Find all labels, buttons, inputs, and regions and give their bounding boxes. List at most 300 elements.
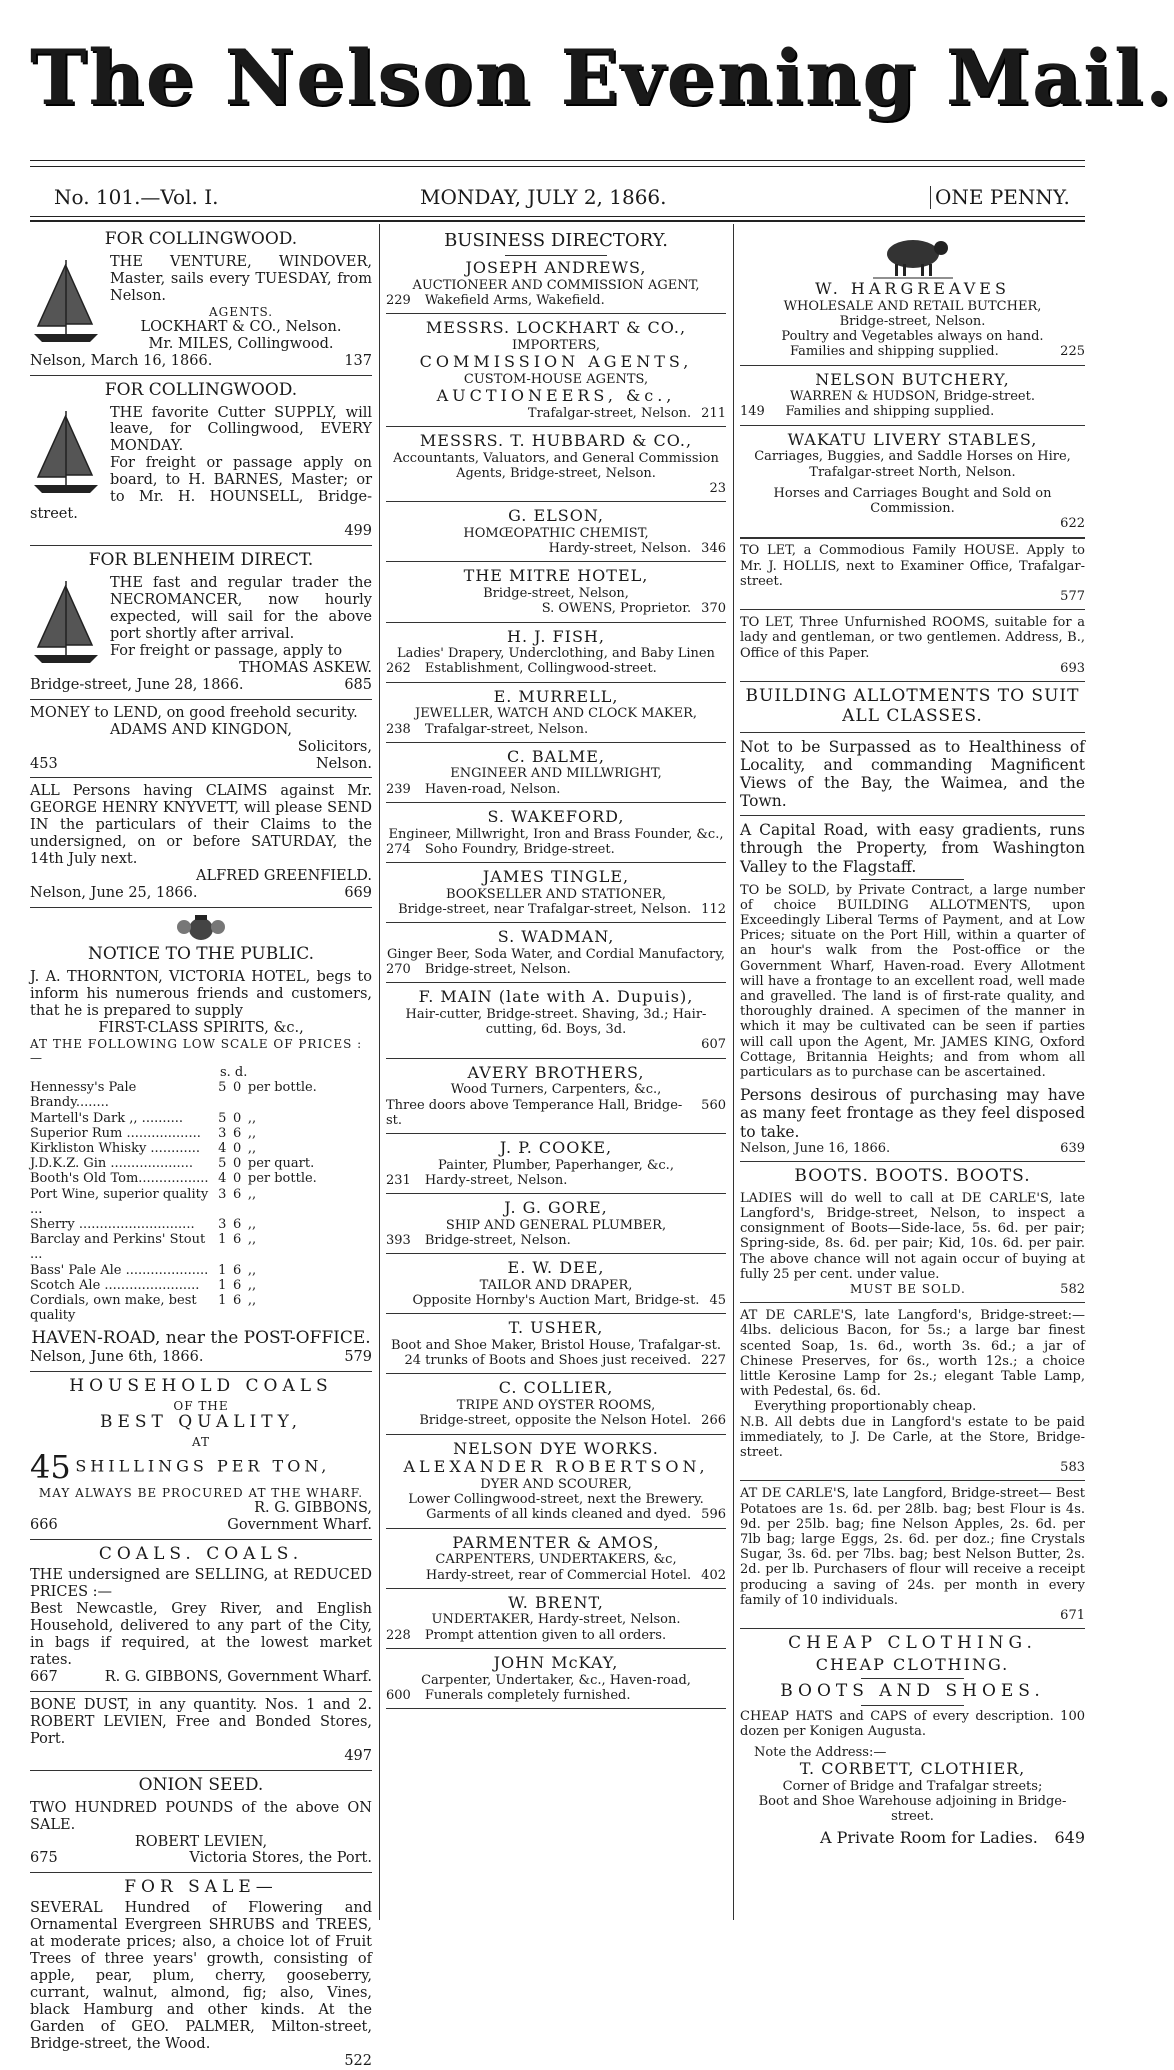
directory-entry-address: Prompt attention given to all orders. bbox=[424, 1627, 667, 1643]
directory-entry-name: W. BRENT, bbox=[508, 1592, 604, 1612]
directory-entry-footer bbox=[386, 1173, 726, 1188]
separator bbox=[386, 1253, 726, 1254]
ad-claims bbox=[30, 783, 372, 902]
ad-money-to-lend bbox=[30, 705, 372, 773]
directory-entry-number: 45 bbox=[709, 1293, 726, 1309]
directory-entry-number: 600 bbox=[386, 1687, 411, 1703]
issue-number: No. 101.—Vol. I. bbox=[54, 185, 219, 209]
column-rule-2 bbox=[733, 224, 734, 1920]
directory-entry-footer bbox=[386, 1098, 726, 1128]
directory-entry-line: Boot and Shoe Maker, Bristol House, Trafalgar-st. bbox=[391, 1338, 721, 1354]
directory-entry bbox=[386, 628, 726, 677]
ad-heading: CHEAP CLOTHING. bbox=[788, 1633, 1037, 1654]
ad-text: Everything proportionably cheap. bbox=[754, 1399, 977, 1415]
ad-ship-necromancer bbox=[30, 551, 372, 694]
price-d: 0 bbox=[232, 1110, 242, 1126]
directory-entry-footer bbox=[386, 661, 726, 676]
ad-text: Boot and Shoe Warehouse adjoining in Bridge-street. bbox=[758, 1794, 1067, 1825]
separator bbox=[386, 561, 726, 562]
ad-place: Victoria Stores, the Port. bbox=[189, 1850, 372, 1867]
directory-entry-name: PARMENTER & AMOS, bbox=[452, 1532, 660, 1552]
sheep-icon bbox=[873, 230, 953, 280]
price-row bbox=[30, 1126, 372, 1141]
column-rule-1 bbox=[379, 224, 380, 1920]
directory-entry-line: TAILOR AND DRAPER, bbox=[479, 1277, 633, 1293]
ad-body: TO LET, Three Unfurnished ROOMS, suitable for a lady and gentleman, or two gentlemen. Address, B., Office of this Paper. bbox=[740, 615, 1085, 661]
ad-heading: CHEAP CLOTHING. bbox=[815, 1655, 1010, 1675]
ad-heading: WAKATU LIVERY STABLES, bbox=[787, 429, 1038, 449]
directory-entry-footer bbox=[386, 1507, 726, 1522]
ad-body: THE fast and regular trader the NECROMANCER, now hourly expected, will sail for the above port shortly after arrival. bbox=[110, 575, 372, 642]
ad-number: 671 bbox=[1060, 1608, 1085, 1624]
directory-entry bbox=[386, 928, 726, 977]
directory-entry bbox=[386, 748, 726, 797]
price-d: 6 bbox=[232, 1292, 242, 1308]
ad-notice-public bbox=[30, 913, 372, 1366]
directory-entry bbox=[386, 988, 726, 1052]
ad-number: 693 bbox=[1060, 660, 1085, 676]
directory-entry bbox=[386, 507, 726, 556]
price-unit: ,, bbox=[247, 1186, 257, 1202]
ad-text: AT bbox=[191, 1434, 210, 1449]
directory-entry-line: Hair-cutter, Bridge-street. Shaving, 3d.; Hair-cutting, 6d. Boys, 3d. bbox=[405, 1006, 707, 1038]
separator bbox=[386, 1058, 726, 1059]
ad-number: 685 bbox=[344, 676, 372, 693]
ad-text: Trafalgar-street North, Nelson. bbox=[809, 464, 1016, 480]
separator bbox=[740, 815, 1085, 816]
separator bbox=[386, 1373, 726, 1374]
directory-entry-address: Garments of all kinds cleaned and dyed. bbox=[426, 1507, 692, 1523]
directory-entry-number: 23 bbox=[709, 481, 726, 497]
ad-text: MAY ALWAYS BE PROCURED AT THE WHARF. bbox=[38, 1486, 364, 1501]
separator bbox=[386, 862, 726, 863]
newspaper-title: The Nelson Evening Mail. bbox=[30, 33, 1174, 122]
directory-entry-line: HOMŒOPATHIC CHEMIST, bbox=[463, 525, 649, 541]
directory-entry-name: JOHN McKAY, bbox=[493, 1652, 619, 1672]
ad-number: 225 bbox=[1060, 344, 1085, 360]
directory-entry-footer bbox=[386, 1037, 726, 1052]
directory-entry-address: Opposite Hornby's Auction Mart, Bridge-st. bbox=[412, 1293, 700, 1309]
price-row bbox=[30, 1232, 372, 1262]
directory-entry-number: 270 bbox=[386, 962, 411, 978]
ad-text: WARREN & HUDSON, Bridge-street. bbox=[790, 389, 1035, 405]
ad-heading: W. HARGREAVES bbox=[815, 279, 1010, 298]
ad-subheading: FIRST-CLASS SPIRITS, &c., bbox=[98, 1019, 304, 1036]
directory-entry-name: C. BALME, bbox=[507, 746, 605, 766]
price-d: 6 bbox=[232, 1186, 242, 1202]
price-row bbox=[30, 1080, 372, 1110]
business-directory-list bbox=[386, 259, 726, 1709]
ad-body: SEVERAL Hundred of Flowering and Ornamental Evergreen SHRUBS and TREES, at moderate prices; also, a choice lot of Fruit Trees of three years' growth, consisting of apple, pear, plum, cherry, gooseberry, currant, walnut, almond, fig; also, Vines, black Hamburg and other kinds. At the Garden of GEO. PALMER, Milton-street, Bridge-street, the Wood. bbox=[30, 1900, 372, 2052]
ad-ship-supply bbox=[30, 381, 372, 541]
price-row bbox=[30, 1263, 372, 1278]
directory-entry-address: Trafalgar-street, Nelson. bbox=[527, 405, 692, 421]
price-table bbox=[30, 1080, 372, 1323]
ad-number: 666 bbox=[30, 1517, 58, 1534]
directory-entry-line: JEWELLER, WATCH AND CLOCK MAKER, bbox=[414, 706, 697, 722]
directory-entry-name: THE MITRE HOTEL, bbox=[463, 566, 649, 586]
directory-entry bbox=[386, 688, 726, 737]
business-directory-heading: BUSINESS DIRECTORY. bbox=[444, 230, 668, 251]
directory-entry-line: Ginger Beer, Soda Water, and Cordial Manufactory, bbox=[387, 946, 725, 962]
separator bbox=[740, 732, 1085, 733]
directory-entry bbox=[386, 1259, 726, 1308]
directory-entry-number: 211 bbox=[701, 405, 726, 421]
directory-entry-address: Hardy-street, Nelson. bbox=[548, 541, 692, 557]
ad-body: ALL Persons having CLAIMS against Mr. GEORGE HENRY KNYVETT, will please SEND IN the particulars of their Claims to the undersigned, on or before SATURDAY, the 14th July next. bbox=[30, 783, 372, 868]
separator bbox=[386, 1313, 726, 1314]
ad-number: 675 bbox=[30, 1850, 58, 1867]
separator bbox=[30, 907, 372, 908]
ad-date: Nelson, June 25, 1866. bbox=[30, 885, 198, 902]
ad-place: Government Wharf. bbox=[227, 1517, 372, 1534]
ad-signature: THOMAS ASKEW. bbox=[239, 659, 372, 676]
ad-body: TO be SOLD, by Private Contract, a large number of choice BUILDING ALLOTMENTS, upon Exceedingly Liberal Terms of Payment, and at Low Prices; situate on the Port Hill, within a quarter of an hour's walk from the Post-office or the Government Wharf, Haven-road. Every Allotment will have a frontage to an excellent road, well made and gravelled. The land is of first-rate quality, and thoroughly drained. A specimen of the manner in which it may be cultivated can be seen if parties will call upon the Agent, Mr. JAMES KING, Oxford Cottage, Britannia Heights; and from whom all particulars as to purchase can be ascertained. bbox=[740, 882, 1085, 1081]
directory-entry-line: Bridge-street, Nelson, bbox=[483, 586, 629, 602]
ad-heading: BOOTS AND SHOES. bbox=[780, 1680, 1045, 1701]
directory-entry-line: Accountants, Valuators, and General Commission Agents, Bridge-street, Nelson. bbox=[393, 450, 719, 481]
separator bbox=[861, 1678, 965, 1679]
ad-to-let-house bbox=[740, 543, 1085, 604]
separator bbox=[740, 1480, 1085, 1481]
ad-number: 137 bbox=[344, 352, 372, 369]
issue-price: ONE PENNY. bbox=[930, 186, 1070, 209]
directory-entry bbox=[386, 1534, 726, 1583]
directory-entry-number: 112 bbox=[701, 901, 726, 917]
ad-text: N.B. All debts due in Langford's estate to be paid immediately, to J. De Carle, at the Store, Bridge-street. bbox=[740, 1414, 1085, 1460]
ad-number: 583 bbox=[1060, 1460, 1085, 1476]
ad-number: 497 bbox=[344, 1747, 372, 1764]
directory-entry-footer bbox=[386, 902, 726, 917]
directory-entry bbox=[386, 1139, 726, 1188]
price-s: 5 bbox=[218, 1156, 227, 1172]
ad-heading: FOR COLLINGWOOD. bbox=[104, 229, 298, 249]
directory-entry-address: Establishment, Collingwood-street. bbox=[424, 661, 657, 677]
separator bbox=[30, 1872, 372, 1873]
separator bbox=[30, 777, 372, 778]
ad-number: 577 bbox=[1060, 589, 1085, 604]
directory-entry-name: MESSRS. LOCKHART & CO., bbox=[425, 318, 687, 338]
separator bbox=[740, 1302, 1085, 1303]
directory-entry-name: MESSRS. T. HUBBARD & CO., bbox=[419, 430, 693, 450]
directory-entry-footer bbox=[386, 1628, 726, 1643]
price-row bbox=[30, 1156, 372, 1171]
directory-entry-number: 239 bbox=[386, 781, 411, 797]
price-item: Sherry ............................ bbox=[30, 1216, 195, 1232]
ad-body: THE favorite Cutter SUPPLY, will leave, for Collingwood, EVERY MONDAY. bbox=[110, 404, 372, 455]
price-unit: ,, bbox=[247, 1140, 257, 1156]
directory-entry bbox=[386, 1319, 726, 1368]
ad-de-carle-potatoes bbox=[740, 1486, 1085, 1623]
price-item: Superior Rum .................. bbox=[30, 1125, 201, 1141]
directory-entry-name: JOSEPH ANDREWS, bbox=[465, 258, 647, 278]
royal-crest-icon bbox=[171, 913, 231, 943]
directory-entry-address: Hardy-street, Nelson. bbox=[424, 1172, 568, 1188]
ad-heading: FOR SALE— bbox=[124, 1877, 278, 1898]
ad-number: 149 bbox=[740, 404, 765, 420]
price-s: 4 bbox=[218, 1171, 227, 1187]
ad-onion-seed bbox=[30, 1776, 372, 1868]
directory-entry-footer bbox=[386, 842, 726, 857]
ad-boots bbox=[740, 1167, 1085, 1297]
price-row bbox=[30, 1293, 372, 1323]
ad-heading: BEST QUALITY, bbox=[99, 1412, 303, 1433]
separator bbox=[386, 982, 726, 983]
directory-entry-footer bbox=[386, 1413, 726, 1428]
separator bbox=[30, 375, 372, 376]
directory-entry-line: AUCTIONEERS, &c., bbox=[436, 386, 676, 406]
directory-entry-line: Ladies' Drapery, Underclothing, and Baby Linen bbox=[397, 646, 715, 662]
separator bbox=[740, 365, 1085, 366]
ad-signature: ADAMS AND KINGDON, bbox=[109, 721, 293, 738]
price-s: 1 bbox=[218, 1277, 227, 1293]
ad-body: TO LET, a Commodious Family HOUSE. Apply to Mr. J. HOLLIS, next to Examiner Office, Trafalgar-street. bbox=[740, 543, 1085, 589]
directory-entry-footer bbox=[386, 1688, 726, 1703]
directory-entry bbox=[386, 259, 726, 308]
ad-date: Nelson, June 16, 1866. bbox=[740, 1140, 891, 1156]
directory-entry-name: H. J. FISH, bbox=[507, 626, 605, 646]
ad-body: BONE DUST, in any quantity. Nos. 1 and 2. ROBERT LEVIEN, Free and Bonded Stores, Port. bbox=[30, 1696, 372, 1747]
directory-entry-address: S. OWENS, Proprietor. bbox=[541, 601, 692, 617]
directory-entry-line: BOOKSELLER AND STATIONER, bbox=[445, 886, 666, 902]
ad-to-let-rooms bbox=[740, 615, 1085, 676]
separator bbox=[861, 879, 965, 880]
price-row bbox=[30, 1171, 372, 1186]
ad-de-carle-bacon bbox=[740, 1308, 1085, 1475]
directory-entry-number: 370 bbox=[701, 601, 726, 617]
price-row bbox=[30, 1278, 372, 1293]
separator bbox=[386, 742, 726, 743]
directory-entry-number: 560 bbox=[701, 1097, 726, 1113]
directory-entry-number: 228 bbox=[386, 1627, 411, 1643]
directory-entry bbox=[386, 432, 726, 496]
price-item: Hennessy's Pale Brandy........ bbox=[30, 1080, 137, 1111]
price-unit: ,, bbox=[247, 1262, 257, 1278]
ad-heading: FOR COLLINGWOOD. bbox=[104, 379, 298, 400]
directory-entry-footer bbox=[386, 541, 726, 556]
directory-entry-address: Haven-road, Nelson. bbox=[424, 781, 561, 797]
directory-entry-number: 227 bbox=[701, 1353, 726, 1369]
directory-entry-line: CARPENTERS, UNDERTAKERS, &c, bbox=[435, 1552, 677, 1568]
separator bbox=[505, 255, 607, 256]
directory-entry-number: 229 bbox=[386, 292, 411, 308]
ad-for-sale bbox=[30, 1878, 372, 2069]
issue-date: MONDAY, JULY 2, 1866. bbox=[420, 185, 667, 209]
price-unit: ,, bbox=[247, 1125, 257, 1141]
separator bbox=[386, 1648, 726, 1649]
price-s: 1 bbox=[218, 1292, 227, 1308]
ad-address: HAVEN-ROAD, near the POST-OFFICE. bbox=[31, 1328, 371, 1349]
dateline bbox=[30, 186, 1085, 212]
agents-label: AGENTS. bbox=[208, 304, 274, 319]
ad-body: Best Newcastle, Grey River, and English Household, delivered to any part of the City, in bags if required, at the lowest market rates. bbox=[30, 1601, 372, 1669]
ad-body: For freight or passage, apply to bbox=[110, 642, 343, 659]
directory-entry-line: Painter, Plumber, Paperhanger, &c., bbox=[438, 1157, 674, 1173]
price-d: 0 bbox=[232, 1156, 242, 1172]
ad-number: 649 bbox=[1054, 1827, 1085, 1847]
price-item: Kirkliston Whisky ............ bbox=[30, 1140, 201, 1156]
directory-entry-name: J. G. GORE, bbox=[504, 1198, 608, 1218]
ad-body: Not to be Surpassed as to Healthiness of Locality, and commanding Magnificent Views of the Bay, the Waimea, and the Town. bbox=[740, 737, 1085, 811]
directory-entry bbox=[386, 1594, 726, 1643]
separator bbox=[386, 1133, 726, 1134]
ad-body: AT DE CARLE'S, late Langford, Bridge-street— Best Potatoes are 1s. 6d. per 28lb. bag; best Flour is 4s. 9d. per 25lb. bag; fine Nelson Apples, 2s. 6d. per 7lb bag; large Eggs, 2s. 6d. per doz.; fine Crystals Sugar, 3s. 6d. per 7lbs. bag; best Nelson Butter, 2s. 2d. per lb. Purchasers of flour will receive a receipt producing a saving of 24s. per month in every family of 10 individuals. bbox=[740, 1486, 1085, 1608]
column-3 bbox=[740, 230, 1085, 1920]
directory-entry-footer bbox=[386, 406, 726, 421]
directory-entry-footer bbox=[386, 1353, 726, 1368]
directory-entry-address: Bridge-street, Nelson. bbox=[424, 1232, 571, 1248]
ad-body: THE undersigned are SELLING, at REDUCED PRICES :— bbox=[30, 1567, 372, 1601]
sailing-ship-icon bbox=[30, 407, 102, 497]
ad-date: Nelson, June 6th, 1866. bbox=[30, 1349, 204, 1366]
directory-entry-number: 402 bbox=[701, 1567, 726, 1583]
ad-body: CHEAP HATS and CAPS of every description. 100 dozen per Konigen Augusta. bbox=[740, 1708, 1085, 1739]
directory-entry-name: T. USHER, bbox=[508, 1318, 604, 1338]
ad-wakatu-stables bbox=[740, 431, 1085, 532]
ad-corbett-clothier bbox=[740, 1634, 1085, 1847]
directory-entry-footer bbox=[386, 782, 726, 797]
directory-entry bbox=[386, 868, 726, 917]
directory-entry-number: 266 bbox=[701, 1413, 726, 1429]
price-unit: per quart. bbox=[247, 1156, 315, 1172]
rule-date bbox=[30, 216, 1085, 217]
price-unit: ,, bbox=[247, 1110, 257, 1126]
price-d: 0 bbox=[232, 1080, 242, 1096]
price-row bbox=[30, 1141, 372, 1156]
price-d: 6 bbox=[232, 1216, 242, 1232]
ad-body: J. A. THORNTON, VICTORIA HOTEL, begs to inform his numerous friends and customers, that he is prepared to supply bbox=[30, 969, 372, 1019]
ad-text: A Private Room for Ladies. bbox=[820, 1827, 1038, 1847]
directory-entry-line: DYER AND SCOURER, bbox=[480, 1476, 632, 1492]
directory-entry-address: Trafalgar-street, Nelson. bbox=[424, 721, 589, 737]
directory-entry-address: Three doors above Temperance Hall, Bridge-st. bbox=[386, 1097, 683, 1128]
directory-entry-address: Soho Foundry, Bridge-street. bbox=[424, 841, 615, 857]
separator bbox=[740, 537, 1085, 539]
price-item: Cordials, own make, best quality bbox=[30, 1292, 197, 1324]
ad-body: THE VENTURE, WINDOVER, Master, sails every TUESDAY, from Nelson. bbox=[110, 253, 372, 304]
directory-entry-name: F. MAIN (late with A. Dupuis), bbox=[418, 987, 694, 1007]
directory-entry-line: COMMISSION AGENTS, bbox=[419, 352, 693, 372]
price-item: Martell's Dark ,, .......... bbox=[30, 1110, 184, 1126]
ad-number: 639 bbox=[1060, 1140, 1085, 1156]
ad-number: 669 bbox=[344, 885, 372, 902]
price-d: 0 bbox=[232, 1171, 242, 1187]
directory-entry-line: SHIP AND GENERAL PLUMBER, bbox=[445, 1217, 667, 1233]
price-item: Port Wine, superior quality ... bbox=[30, 1186, 209, 1217]
ad-text: WHOLESALE AND RETAIL BUTCHER, bbox=[783, 298, 1042, 314]
price-s: 4 bbox=[218, 1140, 227, 1156]
directory-entry-name: NELSON DYE WORKS. bbox=[453, 1438, 659, 1458]
price-item: Barclay and Perkins' Stout ... bbox=[30, 1232, 206, 1263]
separator bbox=[861, 1705, 965, 1706]
ad-date: Nelson, March 16, 1866. bbox=[30, 352, 213, 369]
directory-entry-name: AVERY BROTHERS, bbox=[467, 1062, 645, 1082]
price-item: Scotch Ale ....................... bbox=[30, 1277, 200, 1293]
ad-body: TWO HUNDRED POUNDS of the above ON SALE. bbox=[30, 1799, 372, 1833]
separator bbox=[30, 1691, 372, 1692]
ad-role: Solicitors, bbox=[297, 738, 372, 755]
directory-entry-footer bbox=[386, 1568, 726, 1583]
directory-entry-line: UNDERTAKER, Hardy-street, Nelson. bbox=[431, 1612, 681, 1628]
directory-entry-address: Bridge-street, near Trafalgar-street, Nelson. bbox=[398, 901, 692, 917]
coal-price: 45 bbox=[30, 1448, 71, 1486]
separator bbox=[30, 545, 372, 546]
separator bbox=[386, 802, 726, 803]
directory-entry-name: E. W. DEE, bbox=[507, 1258, 605, 1278]
ad-heading: ONION SEED. bbox=[138, 1774, 264, 1795]
ad-heading: BOOTS. BOOTS. BOOTS. bbox=[794, 1165, 1031, 1186]
directory-entry-number: 607 bbox=[701, 1037, 726, 1053]
ad-nelson-butchery bbox=[740, 371, 1085, 420]
directory-entry bbox=[386, 1064, 726, 1128]
ad-hargreaves bbox=[740, 230, 1085, 360]
directory-entry-number: 238 bbox=[386, 721, 411, 737]
directory-entry-line: Wood Turners, Carpenters, &c., bbox=[450, 1082, 662, 1098]
ad-place: Nelson. bbox=[315, 755, 372, 772]
price-item: Booth's Old Tom................. bbox=[30, 1171, 209, 1187]
directory-entry bbox=[386, 1654, 726, 1703]
ad-body: For freight or passage apply on board, to H. BARNES, Master; or to Mr. H. HOUNSELL, Bridge-street. bbox=[30, 455, 372, 523]
price-s: 1 bbox=[218, 1232, 227, 1248]
ad-text: OF THE bbox=[173, 1399, 229, 1414]
directory-entry-line: ENGINEER AND MILLWRIGHT, bbox=[450, 766, 662, 782]
directory-entry-line: AUCTIONEER AND COMMISSION AGENT, bbox=[412, 277, 700, 293]
sailing-ship-icon bbox=[30, 256, 102, 346]
directory-entry-name: G. ELSON, bbox=[508, 506, 604, 526]
price-unit: per bottle. bbox=[247, 1080, 317, 1096]
directory-entry bbox=[386, 1379, 726, 1428]
price-scale-label: AT THE FOLLOWING LOW SCALE OF PRICES :— bbox=[30, 1036, 363, 1065]
price-row bbox=[30, 1187, 372, 1217]
directory-entry-address: Wakefield Arms, Wakefield. bbox=[424, 292, 605, 308]
directory-entry bbox=[386, 1199, 726, 1248]
ad-text: SHILLINGS PER TON, bbox=[75, 1456, 331, 1476]
ad-number: 499 bbox=[344, 523, 372, 540]
ad-number: 622 bbox=[1060, 516, 1085, 532]
price-unit: per bottle. bbox=[247, 1171, 317, 1187]
directory-entry-footer bbox=[386, 962, 726, 977]
ad-text: Families and shipping supplied. bbox=[790, 344, 999, 360]
separator bbox=[740, 609, 1085, 610]
ad-text: Corner of Bridge and Trafalgar streets; bbox=[782, 1779, 1043, 1795]
ad-heading: NOTICE TO THE PUBLIC. bbox=[87, 944, 315, 965]
separator bbox=[386, 1708, 726, 1709]
directory-entry-name: J. P. COOKE, bbox=[499, 1137, 613, 1157]
price-s: 3 bbox=[218, 1216, 227, 1232]
separator bbox=[740, 1628, 1085, 1629]
separator bbox=[30, 1539, 372, 1540]
ad-heading: BUILDING ALLOTMENTS TO SUIT ALL CLASSES. bbox=[745, 686, 1080, 726]
directory-entry-name: S. WAKEFORD, bbox=[487, 806, 625, 826]
directory-entry-line: Engineer, Millwright, Iron and Brass Founder, &c., bbox=[388, 826, 724, 842]
directory-entry-footer bbox=[386, 601, 726, 616]
directory-entry-line: IMPORTERS, bbox=[512, 337, 600, 353]
directory-entry-address: 24 trunks of Boots and Shoes just received. bbox=[404, 1353, 692, 1369]
separator bbox=[386, 501, 726, 502]
directory-entry-name: S. WADMAN, bbox=[497, 927, 615, 947]
directory-entry-line: ALEXANDER ROBERTSON, bbox=[403, 1457, 709, 1477]
separator bbox=[740, 425, 1085, 426]
ad-number: 667 bbox=[30, 1668, 58, 1685]
separator bbox=[386, 622, 726, 623]
price-unit: ,, bbox=[247, 1292, 257, 1308]
separator bbox=[740, 681, 1085, 682]
separator bbox=[386, 1588, 726, 1589]
ad-heading: NELSON BUTCHERY, bbox=[815, 369, 1010, 389]
directory-entry-footer bbox=[386, 722, 726, 737]
price-s: 5 bbox=[218, 1080, 227, 1096]
directory-entry-line: Lower Collingwood-street, next the Brewery. bbox=[408, 1492, 704, 1508]
